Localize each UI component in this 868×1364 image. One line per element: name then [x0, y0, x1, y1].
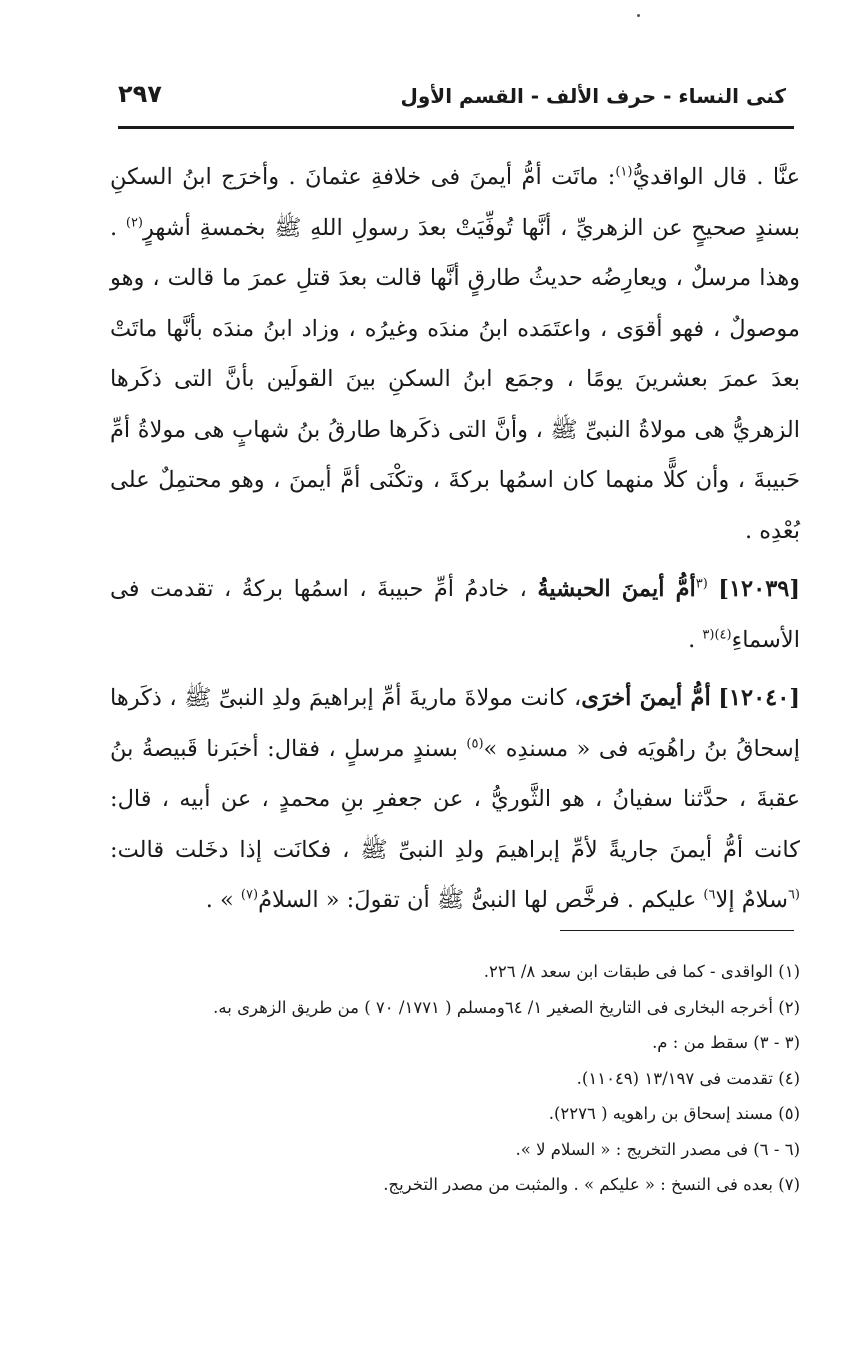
page-speck [637, 14, 640, 17]
footnote-ref: (٦ [787, 887, 800, 903]
footnote-1: (١) الواقدى - كما فى طبقات ابن سعد ٨/ ٢٢٦. [483, 962, 800, 981]
footnote-ref: (١) [615, 164, 633, 180]
entry-12039: [١٢٠٣٩] $^{(٣}$أمُّ أيمنَ الحبشيةُ ، خادمُ أمِّ حبيبةَ ، اسمُها بركةُ ، تقدمت فى الأسماءِ$^{(٤)(٣}$ . [110, 576, 801, 653]
running-title: كنى النساء - حرف الألف - القسم الأول [400, 84, 786, 108]
entry-12040: [١٢٠٤٠] أمُّ أيمنَ أخرَى، كانت مولاةَ ماريةَ أمِّ إبراهيمَ ولدِ النبىِّ ﷺ ، ذكَرها إسحاقُ بنُ راهُويَه فى « مسندِه »$^{(٥)}$ بسندٍ مرسلٍ ، فقال: أخبَرنا قَبيصةُ بنُ عقبةَ ، حدَّثنا سفيانُ ، هو الثَّوريُّ ، عن جعفرِ بنِ محمدٍ ، عن أبيه ، قال: كانت أمُّ أيمنَ جاريةً لأمِّ إبراهيمَ ولدِ النبىِّ ﷺ ، فكانَت إذا دخَلت قالت: $^{(٦}$سلامٌ إلا$^{٦)}$ عليكم . فرخَّص لها النبىُّ ﷺ أن تقولَ: « السلامُ$^{(٧)}$ » . [110, 685, 801, 913]
entry-number: [١٢٠٤٠] [718, 685, 801, 711]
footnote-ref: (٥) [466, 736, 484, 751]
footnote-6: (٦ - ٦) فى مصدر التخريج : « السلام لا ». [515, 1139, 800, 1159]
main-text [110, 152, 800, 926]
footnote-7: (٧) بعده فى النسخ : « عليكم » . والمثبت من مصدر التخريج. [383, 1175, 800, 1194]
footnote-ref: (٤)(٣ [702, 627, 732, 642]
footnote-ref: (٣ [695, 576, 708, 592]
footnote-ref: (٧) [240, 887, 259, 903]
footnote-separator [560, 930, 794, 931]
page-header [118, 78, 794, 118]
footnotes [110, 954, 800, 1203]
entry-name: أمُّ أيمنَ الحبشيةُ [537, 576, 696, 602]
paragraph-continuation: عنَّا . قال الواقديُّ$^{(١)}$: ماتَت أمُّ أيمنَ فى خلافةِ عثمانَ . وأخرَج ابنُ السكنِ بسندٍ صحيحٍ عن الزهريِّ ، أنَّها تُوفِّيَتْ بعدَ رسولِ اللهِ ﷺ بخمسةِ أشهرٍ$^{(٢)}$ . وهذا مرسلٌ ، ويعارِضُه حديثُ طارقٍ أنَّها قالت بعدَ قتلِ عمرَ ما قالت ، وهو موصولٌ ، فهو أقوَى ، واعتَمَده ابنُ مندَه وغيرُه ، وزاد ابنُ مندَه بأنَّها ماتَتْ بعدَ عمرَ بعشرينَ يومًا ، وجمَع ابنُ السكنِ بينَ القولَين بأنَّ التى ذكَرها الزهريُّ هى مولاةُ النبىِّ ﷺ ، وأنَّ التى ذكَرها طارقُ بنُ شهابٍ هى مولاةُ أمِّ حَبيبةَ ، وأن كلًّا منهما كان اسمُها بركةَ ، وتكْنَى أمَّ أيمنَ ، وهو محتمِلٌ على بُعْدِه . [110, 164, 800, 544]
page-number: ٢٩٧ [118, 80, 162, 108]
footnote-2: (٢) أخرجه البخارى فى التاريخ الصغير ١/ ٦٤ومسلم ( ١٧٧١/ ٧٠ ) من طريق الزهرى به. [213, 997, 800, 1017]
footnote-4: (٤) تقدمت فى ١٣/١٩٧ (١١٠٤٩). [576, 1068, 800, 1088]
footnote-3: (٣ - ٣) سقط من : م. [652, 1033, 800, 1052]
entry-number: [١٢٠٣٩] [718, 576, 801, 602]
header-rule [118, 126, 794, 129]
footnote-ref: (٢) [125, 215, 143, 230]
entry-name: أمُّ أيمنَ أخرَى [581, 685, 711, 711]
footnote-ref: ٦) [703, 887, 716, 903]
footnote-5: (٥) مسند إسحاق بن راهويه ( ٢٢٧٦). [548, 1104, 800, 1123]
